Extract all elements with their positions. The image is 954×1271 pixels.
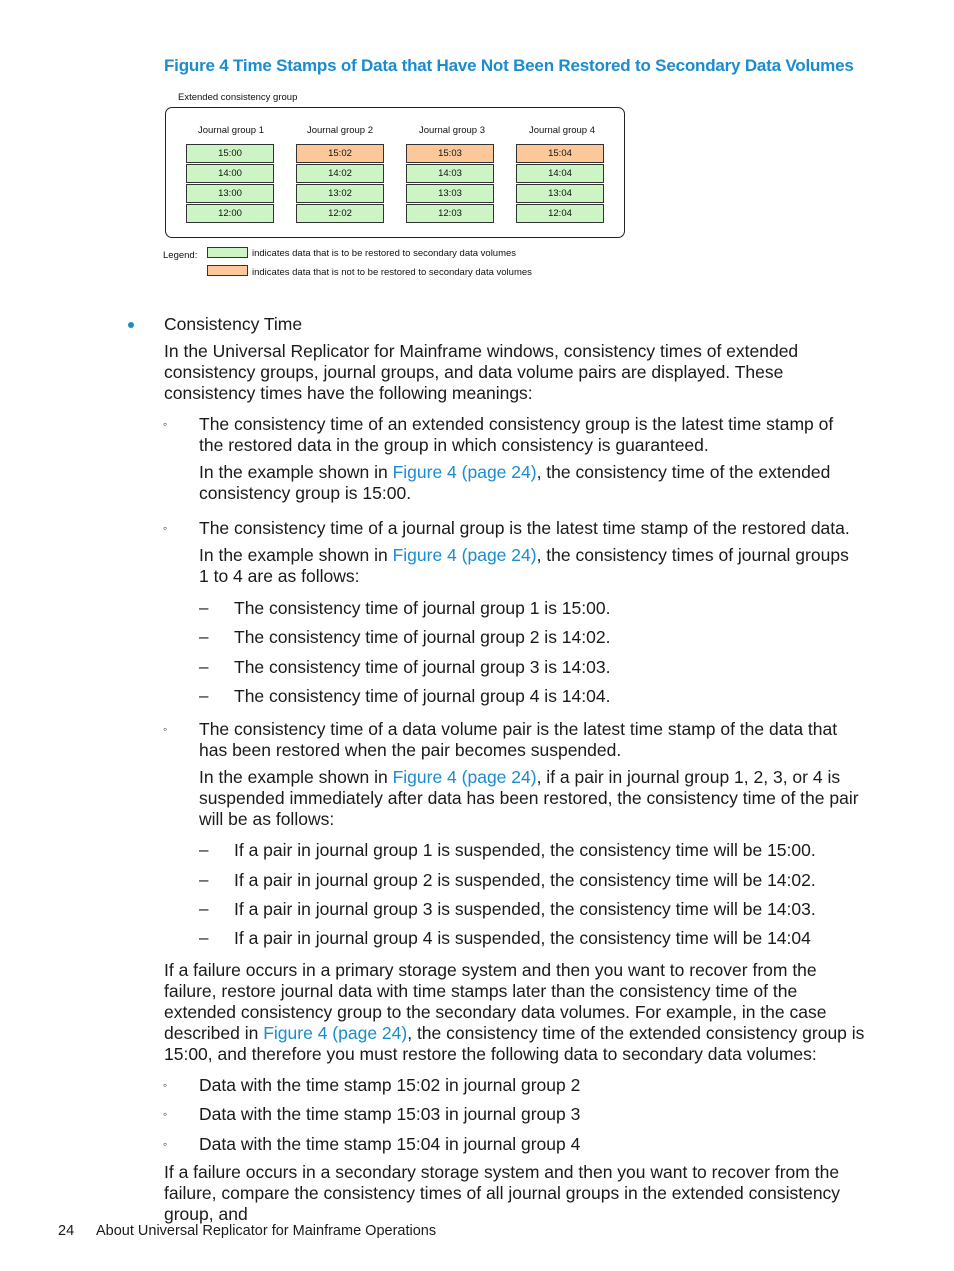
time-stamp-cell: 13:02 xyxy=(296,184,384,203)
time-stamp-cell: 12:02 xyxy=(296,204,384,223)
journal-group-label: Journal group 4 xyxy=(528,125,596,136)
bullet-heading: Consistency Time xyxy=(164,314,303,334)
list-item: The consistency time of journal group 4 is 14:04. xyxy=(234,686,611,706)
time-stamp-cell: 12:03 xyxy=(406,204,494,223)
time-stamp-cell: 14:02 xyxy=(296,164,384,183)
time-stamp-cell: 13:00 xyxy=(186,184,274,203)
figure-link[interactable]: Figure 4 (page 24) xyxy=(263,1023,408,1043)
example-paragraph: In the example shown in Figure 4 (page 24), the consistency times of journal groups 1 to 4 are as follows: xyxy=(199,545,849,586)
list-item: The consistency time of journal group 1 is 15:00. xyxy=(234,598,611,618)
list-item: If a pair in journal group 1 is suspended, the consistency time will be 15:00. xyxy=(234,840,816,860)
time-stamp-cell: 14:04 xyxy=(516,164,604,183)
restore-item: Data with the time stamp 15:02 in journal group 2 xyxy=(199,1075,581,1095)
sub-bullet-text: The consistency time of a journal group is the latest time stamp of the restored data. xyxy=(199,518,850,538)
time-stamp-cell: 15:04 xyxy=(516,144,604,163)
dash-marker: – xyxy=(199,899,209,918)
dash-marker: – xyxy=(199,686,209,705)
dash-marker: – xyxy=(199,657,209,676)
figure-title: Figure 4 Time Stamps of Data that Have Not Been Restored to Secondary Data Volumes xyxy=(164,56,854,75)
dash-marker: – xyxy=(199,598,209,617)
ecg-label: Extended consistency group xyxy=(178,92,298,103)
sub-bullet-marker: ◦ xyxy=(163,722,168,736)
legend-label: Legend: xyxy=(163,250,198,261)
time-stamp-cell: 14:03 xyxy=(406,164,494,183)
time-stamp-cell: 15:00 xyxy=(186,144,274,163)
list-item: If a pair in journal group 4 is suspended, the consistency time will be 14:04 xyxy=(234,928,811,948)
sub-bullet-text: The consistency time of an extended consistency group is the latest time stamp of the restored data in the group in which consistency is guaranteed. xyxy=(199,414,834,455)
bullet-dot xyxy=(128,322,134,328)
restore-item: Data with the time stamp 15:04 in journal group 4 xyxy=(199,1134,581,1154)
sub-bullet-marker: ◦ xyxy=(163,1137,168,1151)
legend-green-text: indicates data that is to be restored to secondary data volumes xyxy=(252,248,517,259)
list-item: If a pair in journal group 2 is suspended, the consistency time will be 14:02. xyxy=(234,870,816,890)
example-paragraph: In the example shown in Figure 4 (page 24), if a pair in journal group 1, 2, 3, or 4 is suspended immediately after data has been restored, the consistency time of the pair will be as follows: xyxy=(199,767,859,829)
sub-bullet-marker: ◦ xyxy=(163,1107,168,1121)
time-stamp-cell: 15:03 xyxy=(406,144,494,163)
legend-swatch-green xyxy=(207,247,248,258)
figure-link[interactable]: Figure 4 (page 24) xyxy=(392,462,537,482)
failure-paragraph: If a failure occurs in a secondary storage system and then you want to recover from the failure, compare the consistency times of all journal groups in the extended consistency group, and xyxy=(164,1162,841,1224)
time-stamp-cell: 12:00 xyxy=(186,204,274,223)
journal-group-label: Journal group 2 xyxy=(306,125,374,136)
figure-link[interactable]: Figure 4 (page 24) xyxy=(392,767,537,787)
sub-bullet-marker: ◦ xyxy=(163,1078,168,1092)
journal-group-label: Journal group 1 xyxy=(197,125,265,136)
journal-group-label: Journal group 3 xyxy=(418,125,486,136)
example-paragraph: In the example shown in Figure 4 (page 24), the consistency time of the extended consistency group is 15:00. xyxy=(199,462,831,503)
dash-marker: – xyxy=(199,840,209,859)
dash-marker: – xyxy=(199,928,209,947)
list-item: The consistency time of journal group 3 is 14:03. xyxy=(234,657,611,677)
time-stamp-cell: 13:03 xyxy=(406,184,494,203)
list-item: If a pair in journal group 3 is suspended, the consistency time will be 14:03. xyxy=(234,899,816,919)
restore-item: Data with the time stamp 15:03 in journal group 3 xyxy=(199,1104,581,1124)
footer-title: About Universal Replicator for Mainframe Operations xyxy=(96,1223,437,1239)
intro-paragraph: In the Universal Replicator for Mainframe windows, consistency times of extended consistency groups, journal groups, and data volume pairs are displayed. These consistency times have the following meanings: xyxy=(164,341,799,403)
page-number: 24 xyxy=(58,1223,75,1239)
time-stamp-cell: 14:00 xyxy=(186,164,274,183)
legend-orange-text: indicates data that is not to be restored to secondary data volumes xyxy=(252,267,532,278)
list-item: The consistency time of journal group 2 is 14:02. xyxy=(234,627,611,647)
time-stamp-cell: 12:04 xyxy=(516,204,604,223)
sub-bullet-marker: ◦ xyxy=(163,417,168,431)
time-stamp-cell: 13:04 xyxy=(516,184,604,203)
dash-marker: – xyxy=(199,870,209,889)
time-stamp-cell: 15:02 xyxy=(296,144,384,163)
failure-paragraph: If a failure occurs in a primary storage system and then you want to recover from the failure, restore journal data with time stamps later than the consistency time of the extended consistency group to the secondary data volumes. For example, in the case described in Figure 4 (page 24), the consistency time of the extended consistency group is 15:00, and therefore you must restore the following data to secondary data volumes: xyxy=(164,960,865,1064)
dash-marker: – xyxy=(199,627,209,646)
figure-link[interactable]: Figure 4 (page 24) xyxy=(392,545,537,565)
legend-swatch-orange xyxy=(207,265,248,276)
sub-bullet-marker: ◦ xyxy=(163,521,168,535)
sub-bullet-text: The consistency time of a data volume pair is the latest time stamp of the data that has been restored when the pair becomes suspended. xyxy=(199,719,838,760)
